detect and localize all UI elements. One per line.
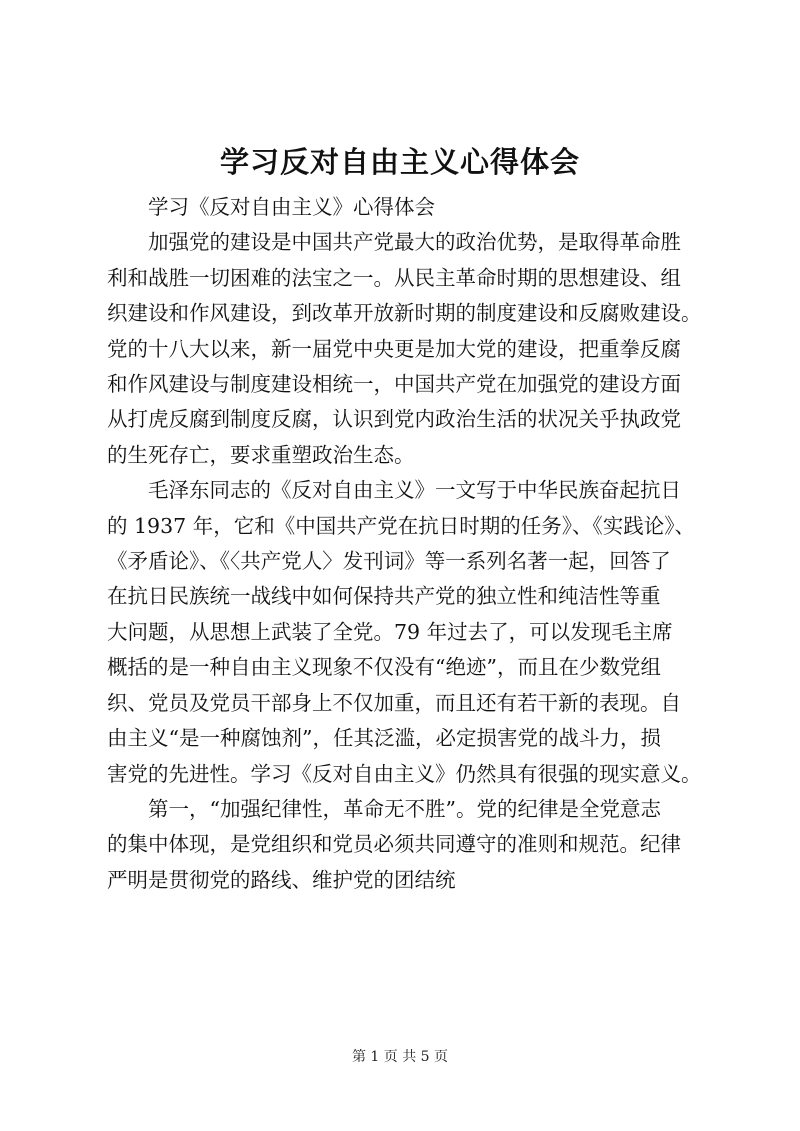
page-footer: 第 1 页 共 5 页 xyxy=(351,1049,449,1065)
document-title: 学习反对自由主义心得体会 xyxy=(219,145,580,179)
paragraph-discipline: 第一，“加强纪律性，革命无不胜”。党的纪律是全党意志 的集中体现，是党组织和党员必须共同遵守的准则和规范。纪律 严明是贯彻党的路线、维护党的团结统 xyxy=(107,796,681,892)
document-body xyxy=(107,190,707,898)
paragraph-subtitle: 学习《反对自由主义》心得体会 xyxy=(148,195,435,219)
paragraph-mao-essay: 毛泽东同志的《反对自由主义》一文写于中华民族奋起抗日 的 1937 年，它和《中国共产党在抗日时期的任务》、《实践论》、 《矛盾论》、《〈共产党人〉发刊词》等一系列名著一起，回答了 在抗日民族统一战线中如何保持共产党的独立性和纯洁性等重 大问题，从思想上武装了全党。79 年过去了，可以发现毛主席 概括的是一种自由主义现象不仅没有“绝迹”，而且在少数党组 织、党员及党员干部身上不仅加重，而且还有若干新的表现。自 由主义“是一种腐蚀剂”，任其泛滥，必定损害党的战斗力，损 害党的先进性。学习《反对自由主义》仍然具有很强的现实意义。 xyxy=(107,478,702,786)
paragraph-party-building: 加强党的建设是中国共产党最大的政治优势，是取得革命胜 利和战胜一切困难的法宝之一。从民主革命时期的思想建设、组 织建设和作风建设，到改革开放新时期的制度建设和反腐败建设。 党的十八大以来，新一届党中央更是加大党的建设，把重拳反腐 和作风建设与制度建设相统一，中国共产党在加强党的建设方面 从打虎反腐到制度反腐，认识到党内政治生活的状况关乎执政党 的生死存亡，要求重塑政治生态。 xyxy=(107,230,702,467)
